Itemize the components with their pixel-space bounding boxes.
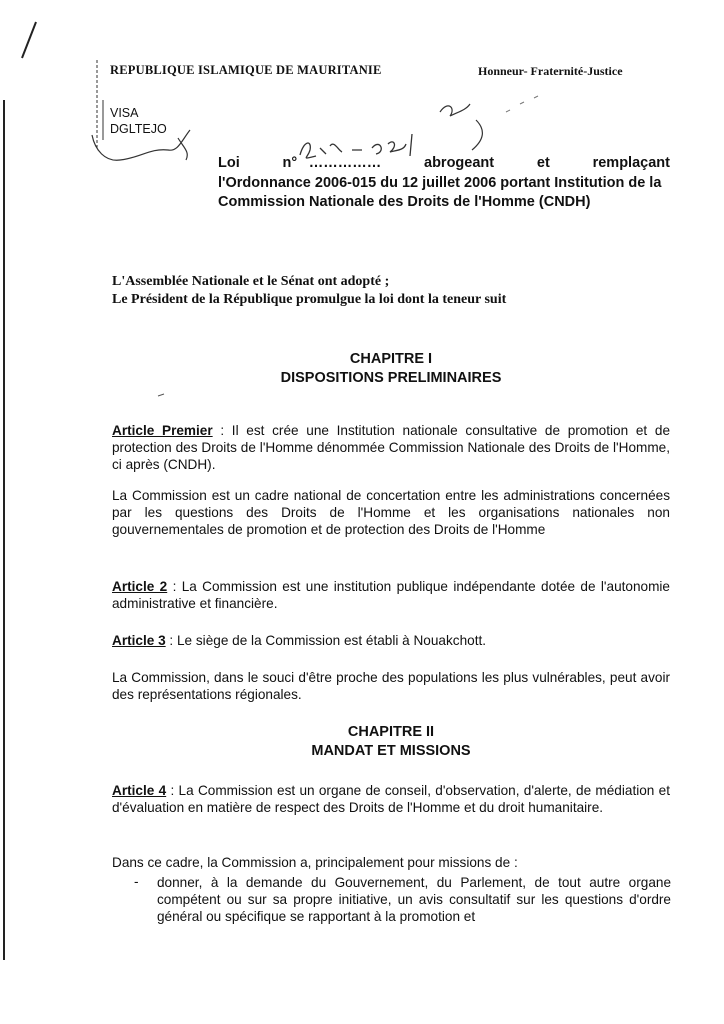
law-number-label: n° — [282, 155, 298, 171]
law-number-dots: …………… — [308, 155, 382, 171]
visa-label: VISA — [110, 106, 139, 120]
chapter-1-heading — [112, 350, 670, 387]
chapter-2-subtitle: MANDAT ET MISSIONS — [311, 742, 471, 759]
article-1 — [112, 422, 670, 473]
slash-mark — [22, 22, 36, 58]
article-3-paragraph-2: La Commission, dans le souci d'être proche des populations les plus vulnérables, peut avoir des représentations régionales. — [112, 670, 670, 702]
law-prefix: Loi — [218, 155, 240, 171]
chapter-2-heading — [112, 723, 670, 760]
article-2-label: Article 2 — [112, 579, 168, 594]
scan-speckles — [506, 96, 538, 112]
article-2 — [112, 578, 670, 612]
law-verb2: remplaçant — [592, 155, 670, 171]
scan-tick — [158, 394, 164, 396]
handwritten-annotation — [440, 104, 482, 150]
adoption-line-2: Le Président de la République promulgue la loi dont la teneur suit — [112, 292, 507, 307]
article-4-paragraph-2: Dans ce cadre, la Commission a, principalement pour missions de : — [112, 855, 518, 870]
article-3-text: : Le siège de la Commission est établi à Nouakchott. — [165, 633, 487, 648]
article-3-label: Article 3 — [112, 633, 166, 648]
visa-block — [110, 105, 167, 137]
adoption-formula — [112, 273, 672, 309]
bullet-dash: - — [134, 874, 139, 889]
adoption-line-1: L'Assemblée Nationale et le Sénat ont adopté ; — [112, 274, 390, 289]
chapter-1-subtitle: DISPOSITIONS PRELIMINAIRES — [280, 369, 502, 386]
chapter-2-title: CHAPITRE II — [347, 724, 435, 740]
article-1-paragraph-2: La Commission est un cadre national de concertation entre les administrations concernées par les questions des Droits de l'Homme et les organisations nationales non gouvernementales de promotion et de protection des Droits de l'Homme — [112, 488, 670, 537]
article-3 — [112, 632, 670, 649]
article-4-label: Article 4 — [112, 783, 167, 798]
article-4-text: : La Commission est un organe de conseil, d'observation, d'alerte, de médiation et d'évaluation en matière de respect des Droits de l'Homme et du droit humanitaire. — [112, 783, 670, 815]
law-number-line — [218, 155, 670, 171]
republic-header: REPUBLIQUE ISLAMIQUE DE MAURITANIE — [110, 63, 382, 77]
article-1-text: : Il est crée une Institution nationale consultative de promotion et de protection des Droits de l'Homme dénommée Commission Nationale des Droits de l'Homme, ci après (CNDH). — [112, 423, 671, 472]
article-1-label: Article Premier — [112, 423, 213, 438]
chapter-1-title: CHAPITRE I — [349, 351, 433, 367]
article-2-text: : La Commission est une institution publique indépendante dotée de l'autonomie administrative et financière. — [112, 579, 670, 611]
article-4-bullet-1: donner, à la demande du Gouvernement, du Parlement, de tout autre organe compétent ou sur sa propre initiative, un avis consultatif sur les questions d'ordre général ou spécifique se rapportant à la promotion et — [157, 875, 671, 924]
motto-header: Honneur- Fraternité-Justice — [478, 64, 623, 78]
law-verb: abrogeant — [424, 155, 495, 171]
law-conj: et — [536, 155, 550, 171]
law-number — [283, 155, 382, 171]
visa-office: DGLTEJO — [110, 122, 167, 136]
article-4 — [112, 782, 670, 816]
law-title: l'Ordonnance 2006-015 du 12 juillet 2006 portant Institution de la Commission Nationale des Droits de l'Homme (CNDH) — [218, 175, 662, 210]
